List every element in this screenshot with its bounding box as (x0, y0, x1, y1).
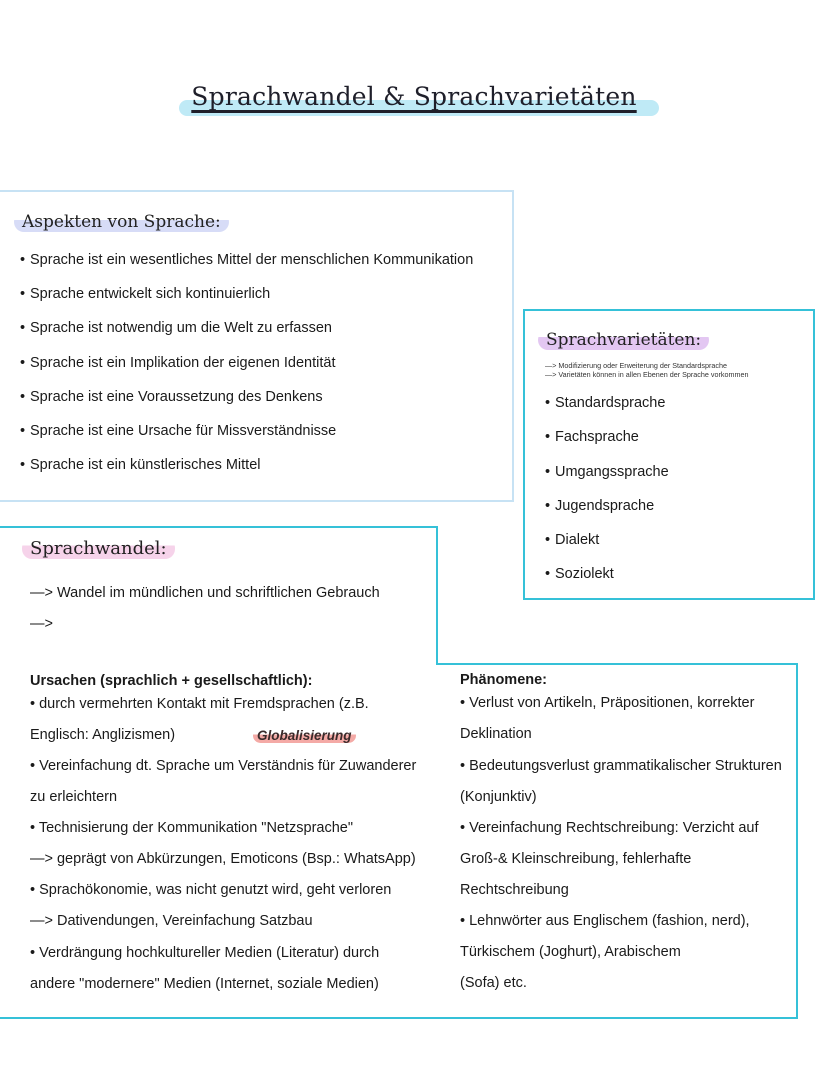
sprachwandel-heading: Sprachwandel: (22, 538, 175, 559)
list-item-text: Umgangssprache (555, 463, 669, 480)
bullet: • (545, 395, 551, 411)
list-item (20, 423, 473, 457)
aspekte-list (20, 252, 473, 491)
bullet: • (20, 252, 26, 268)
list-item-text: Sprache ist ein wesentliches Mittel der menschlichen Kommunikation (30, 252, 474, 268)
bullet: • (545, 566, 551, 583)
varietaeten-note: —> Varietäten können in allen Ebenen der Sprache vorkommen (545, 370, 749, 379)
bullet: • (545, 497, 551, 514)
bullet: • (545, 532, 551, 549)
page-title: Sprachwandel & Sprachvarietäten (183, 82, 644, 113)
phaenomene-line: (Konjunktiv) (460, 789, 537, 805)
list-item (545, 429, 669, 463)
phaenomene-line: Groß-& Kleinschreibung, fehlerhafte (460, 851, 692, 867)
bullet: • (20, 388, 26, 405)
phaenomene-line: Türkischem (Joghurt), Arabischem (460, 944, 681, 960)
list-item (545, 395, 669, 429)
list-item (20, 389, 473, 423)
bullet: • (20, 422, 26, 439)
ursachen-line: zu erleichtern (30, 789, 118, 805)
ursachen-line: andere "modernere" Medien (Internet, soziale Medien) (30, 976, 379, 992)
list-item (545, 464, 669, 498)
phaenomene-heading: Phänomene: (460, 672, 548, 688)
bullet: • (20, 320, 26, 337)
phaenomene-line: Deklination (460, 726, 532, 742)
title-wrapper (0, 82, 828, 113)
sprachwandel-line-2: —> (30, 616, 53, 632)
varietaeten-heading: Sprachvarietäten: (538, 330, 709, 350)
list-item-text: Dialekt (555, 532, 600, 549)
list-item-text: Soziolekt (555, 566, 614, 583)
ursachen-line: • Vereinfachung dt. Sprache um Verständnis für Zuwanderer (30, 758, 417, 774)
list-item (20, 457, 473, 491)
phaenomene-line: • Vereinfachung Rechtschreibung: Verzicht auf (460, 820, 759, 836)
phaenomene-line: • Lehnwörter aus Englischem (fashion, nerd), (460, 913, 750, 929)
list-item-text: Standardsprache (555, 395, 666, 411)
list-item-text: Jugendsprache (555, 497, 655, 514)
ursachen-line: —> geprägt von Abkürzungen, Emoticons (Bsp.: WhatsApp) (30, 851, 416, 867)
ursachen-line: • Sprachökonomie, was nicht genutzt wird, geht verloren (30, 882, 392, 898)
list-item-text: Sprache ist eine Voraussetzung des Denkens (30, 388, 323, 405)
aspekte-heading: Aspekten von Sprache: (14, 212, 229, 232)
bullet: • (545, 463, 551, 480)
ursachen-line: • Technisierung der Kommunikation "Netzsprache" (30, 820, 353, 836)
list-item-text: Sprache ist eine Ursache für Missverständnisse (30, 422, 337, 439)
ursachen-line: • durch vermehrten Kontakt mit Fremdsprachen (z.B. (30, 696, 369, 712)
bullet: • (545, 429, 551, 446)
list-item (20, 355, 473, 389)
list-item-text: Sprache ist ein künstlerisches Mittel (30, 457, 261, 474)
ursachen-line: Englisch: Anglizismen) (30, 727, 176, 743)
sprachwandel-line-1: —> Wandel im mündlichen und schriftlichen Gebrauch (30, 585, 380, 601)
phaenomene-line: (Sofa) etc. (460, 975, 527, 991)
list-item (20, 286, 473, 320)
ursachen-line: —> Dativendungen, Vereinfachung Satzbau (30, 913, 313, 929)
phaenomene-line: Rechtschreibung (460, 882, 569, 898)
varietaeten-note: —> Modifizierung oder Erweiterung der Standardsprache (545, 361, 727, 370)
bullet: • (20, 286, 26, 303)
bullet: • (20, 354, 26, 371)
list-item (20, 252, 473, 286)
list-item-text: Sprache ist ein Implikation der eigenen Identität (30, 354, 336, 371)
list-item (20, 320, 473, 354)
phaenomene-line: • Bedeutungsverlust grammatikalischer Strukturen (460, 758, 782, 774)
ursachen-line: • Verdrängung hochkultureller Medien (Literatur) durch (30, 945, 380, 961)
list-item-text: Fachsprache (555, 429, 639, 446)
phaenomene-line: • Verlust von Artikeln, Präpositionen, korrekter (460, 695, 755, 711)
list-item-text: Sprache entwickelt sich kontinuierlich (30, 286, 271, 303)
varietaeten-notes (545, 361, 748, 379)
bullet: • (20, 457, 26, 474)
ursachen-heading: Ursachen (sprachlich + gesellschaftlich): (30, 673, 313, 689)
list-item-text: Sprache ist notwendig um die Welt zu erfassen (30, 320, 332, 337)
globalisierung-highlight: Globalisierung (253, 728, 356, 743)
